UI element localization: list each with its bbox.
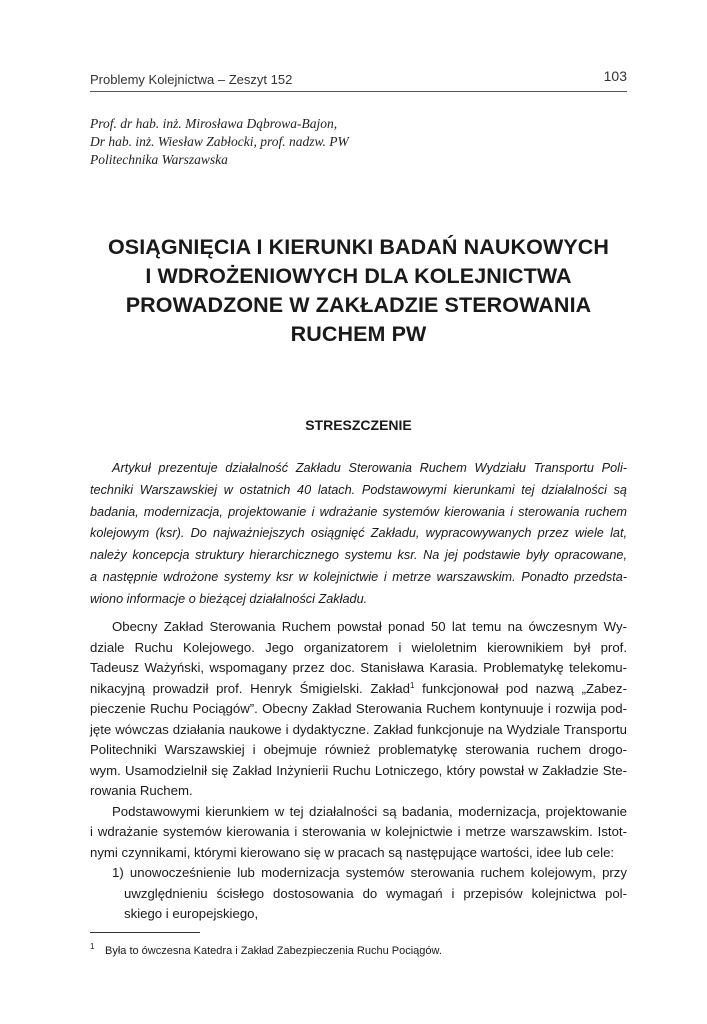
abstract-line: wiono informacje o bieżącej działalności Zakładu. — [90, 591, 368, 606]
paragraph-text: funkcjonował pod nazwą „Zabez- — [414, 680, 627, 696]
title-line: RUCHEM PW — [290, 322, 427, 346]
author-line: Dr hab. inż. Wiesław Zabłocki, prof. nadzw. PW — [90, 134, 349, 149]
affiliation: Politechnika Warszawska — [90, 152, 228, 167]
running-header — [90, 68, 627, 90]
paragraph-line: rowania Ruchem. — [90, 783, 193, 798]
header-divider — [90, 91, 627, 92]
paragraph-line: i wdrażanie systemów kierowania i sterowania w kolejnictwie i metrze warszawskim. Istot- — [90, 824, 627, 839]
title-line: PROWADZONE W ZAKŁADZIE STEROWANIA — [125, 293, 592, 317]
abstract-line: a następnie wdrożone systemy ksr w kolejnictwie i metrze warszawskim. Ponadto przedsta- — [90, 569, 627, 584]
paragraph-text: nikacyjną prowadził prof. Henryk Śmigielski. Zakład — [90, 680, 410, 696]
paragraph-line: wym. Usamodzielnił się Zakład Inżynierii Ruchu Lotniczego, który powstał w Zakładzie Ste- — [90, 762, 627, 778]
paragraph-line: Obecny Zakład Sterowania Ruchem powstał ponad 50 lat temu na ówczesnym Wy- — [112, 619, 627, 634]
author-line: Prof. dr hab. inż. Mirosława Dąbrowa-Bajon, — [90, 116, 338, 131]
page-number: 103 — [603, 68, 627, 84]
paragraph-line: dziale Ruchu Kolejowego. Jego organizatorem i wieloletnim kierownikiem był prof. — [90, 639, 627, 655]
abstract-heading: STRESZCZENIE — [305, 417, 412, 433]
footnote-mark: 1 — [90, 942, 95, 951]
paragraph-line: Politechniki Warszawskiej i obejmuje również problematykę sterowania ruchem drogo- — [90, 742, 627, 757]
abstract-line: techniki Warszawskiej w ostatnich 40 latach. Podstawowymi kierunkami tej działalności są — [90, 482, 627, 497]
body-text — [90, 617, 627, 925]
paragraph-line: pieczenie Ruchu Pociągów”. Obecny Zakład Sterowania Ruchem kontynuuje i rozwija pod- — [90, 701, 627, 716]
footnote-divider — [90, 932, 200, 933]
paragraph-line: Podstawowymi kierunkiem w tej działalności są badania, modernizacja, projektowanie — [112, 803, 627, 819]
abstract-line: badania, modernizacja, projektowanie i wdrażanie systemów kierowania i sterowania ruchem — [90, 504, 627, 519]
abstract-line: należy koncepcja struktury hierarchicznego systemu ksr. Na jej podstawie były opracowane, — [90, 548, 627, 563]
footnote-text: Była to ówczesna Katedra i Zakład Zabezpieczenia Ruchu Pociągów. — [105, 945, 442, 957]
abstract-line: Artykuł prezentuje działalność Zakładu Sterowania Ruchem Wydziału Transportu Poli- — [112, 461, 627, 475]
list-item-line: uwzględnieniu ścisłego dostosowania do wymagań i przepisów kolejnictwa pol- — [124, 885, 627, 901]
paragraph-line: nymi czynnikami, którymi kierowano się w pracach są następujące wartości, idee lub cele: — [90, 844, 615, 860]
title-line: I WDROŻENIOWYCH DLA KOLEJNICTWA — [145, 264, 572, 288]
list-item-line: 1) unowocześnienie lub modernizacja systemów sterowania ruchem kolejowym, przy — [112, 865, 627, 880]
abstract-line: kolejowym (ksr). Do najważniejszych osiągnięć Zakładu, wypracowywanych przez wiele lat, — [90, 526, 627, 541]
abstract-text — [90, 458, 627, 611]
title-line: OSIĄGNIĘCIA I KIERUNKI BADAŃ NAUKOWYCH — [107, 235, 610, 259]
list-item-line: skiego i europejskiego, — [124, 906, 259, 921]
paragraph-line: Tadeusz Ważyński, wspomagany przez doc. Stanisława Karasia. Problematykę telekomu- — [90, 660, 627, 675]
article-title — [80, 233, 637, 349]
paragraph-line: jęte wówczas działania naukowe i dydaktyczne. Zakład funkcjonuje na Wydziale Transportu — [90, 721, 627, 737]
author-block — [90, 115, 630, 169]
paragraph-line-with-footnote — [90, 679, 627, 700]
journal-title: Problemy Kolejnictwa – Zeszyt 152 — [90, 72, 293, 87]
footnote-reference[interactable]: 1 — [409, 680, 415, 690]
